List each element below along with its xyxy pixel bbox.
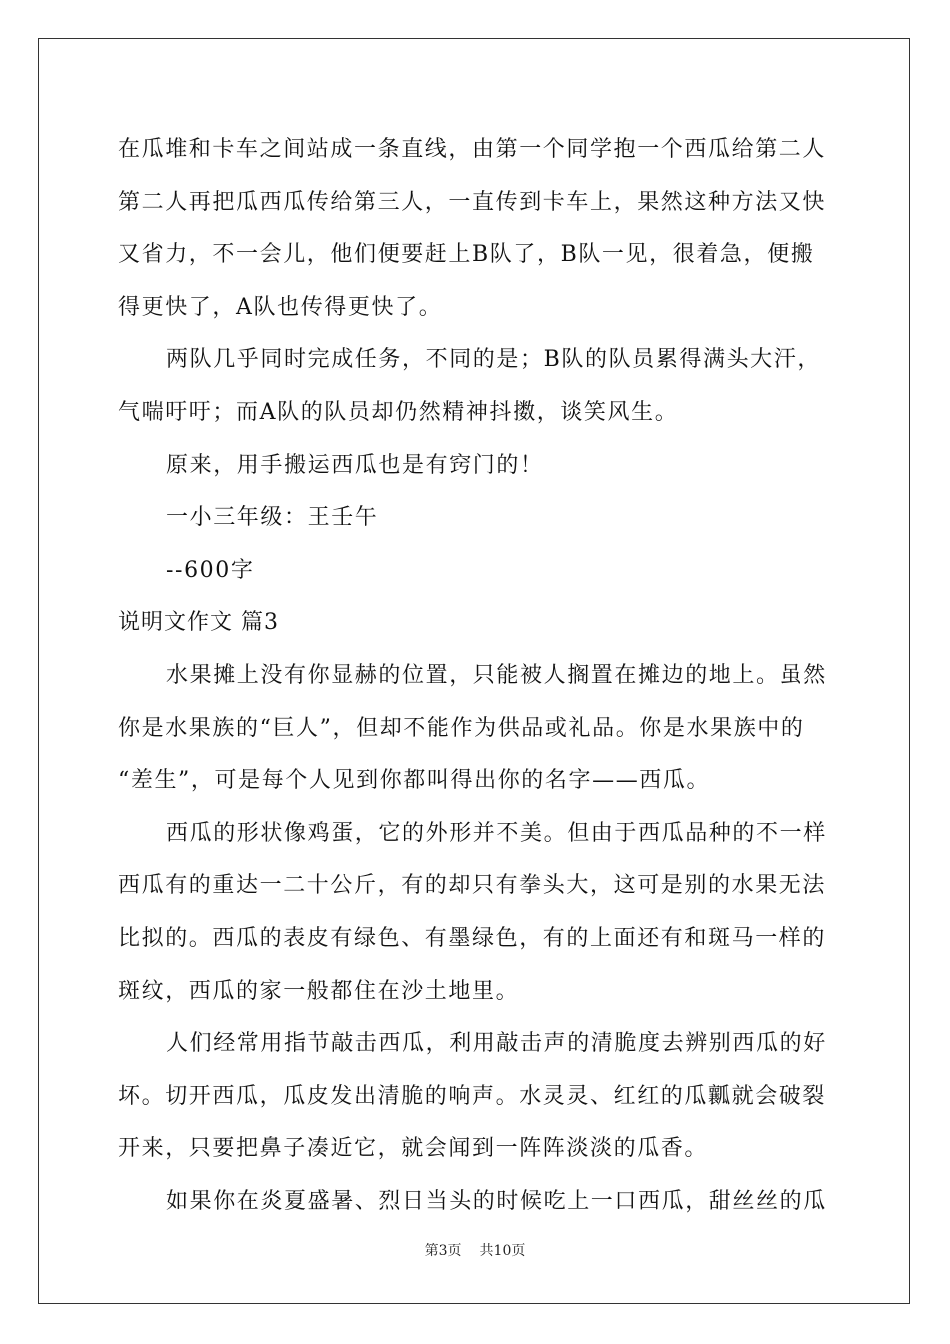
word-count-line: --600字 <box>166 557 255 583</box>
text-line: 气喘吁吁；而A队的队员却仍然精神抖擞，谈笑风生。 <box>118 399 679 425</box>
text-line: 西瓜有的重达一二十公斤，有的却只有拳头大，这可是别的水果无法 <box>118 873 827 899</box>
text-line: 第二人再把瓜西瓜传给第三人，一直传到卡车上，果然这种方法又快 <box>118 189 827 215</box>
text-line: 西瓜的形状像鸡蛋，它的外形并不美。但由于西瓜品种的不一样 <box>166 820 827 846</box>
text-line: 比拟的。西瓜的表皮有绿色、有墨绿色，有的上面还有和斑马一样的 <box>118 925 827 951</box>
text-line: 开来，只要把鼻子凑近它，就会闻到一阵阵淡淡的瓜香。 <box>118 1136 709 1162</box>
text-line: 原来，用手搬运西瓜也是有窍门的！ <box>166 452 544 478</box>
text-line: 又省力，不一会儿，他们便要赶上B队了，B队一见，很着急，便搬 <box>118 242 815 268</box>
page-footer <box>0 1240 950 1260</box>
text-line: 水果摊上没有你显赫的位置，只能被人搁置在摊边的地上。虽然 <box>166 662 827 688</box>
document-body <box>118 124 836 1228</box>
text-line: 坏。切开西瓜，瓜皮发出清脆的响声。水灵灵、红红的瓜瓤就会破裂 <box>118 1083 827 1109</box>
text-line: 得更快了，A队也传得更快了。 <box>118 294 443 320</box>
text-line: 你是水果族的“巨人”，但却不能作为供品或礼品。你是水果族中的 <box>118 715 805 741</box>
text-line: 人们经常用指节敲击西瓜，利用敲击声的清脆度去辨别西瓜的好 <box>166 1031 827 1057</box>
text-line: 两队几乎同时完成任务，不同的是；B队的队员累得满头大汗， <box>166 347 821 373</box>
text-line: 斑纹，西瓜的家一般都住在沙土地里。 <box>118 978 520 1004</box>
text-line: “差生”，可是每个人见到你都叫得出你的名字——西瓜。 <box>118 768 711 794</box>
text-line: 如果你在炎夏盛暑、烈日当头的时候吃上一口西瓜，甜丝丝的瓜 <box>166 1188 827 1214</box>
text-line: 在瓜堆和卡车之间站成一条直线，由第一个同学抱一个西瓜给第二人 <box>118 137 827 162</box>
page-total: 共10页 <box>479 1243 526 1259</box>
section-heading: 说明文作文 篇3 <box>118 610 279 636</box>
page-number: 第3页 <box>424 1243 462 1259</box>
author-line: 一小三年级：王壬午 <box>166 505 379 531</box>
